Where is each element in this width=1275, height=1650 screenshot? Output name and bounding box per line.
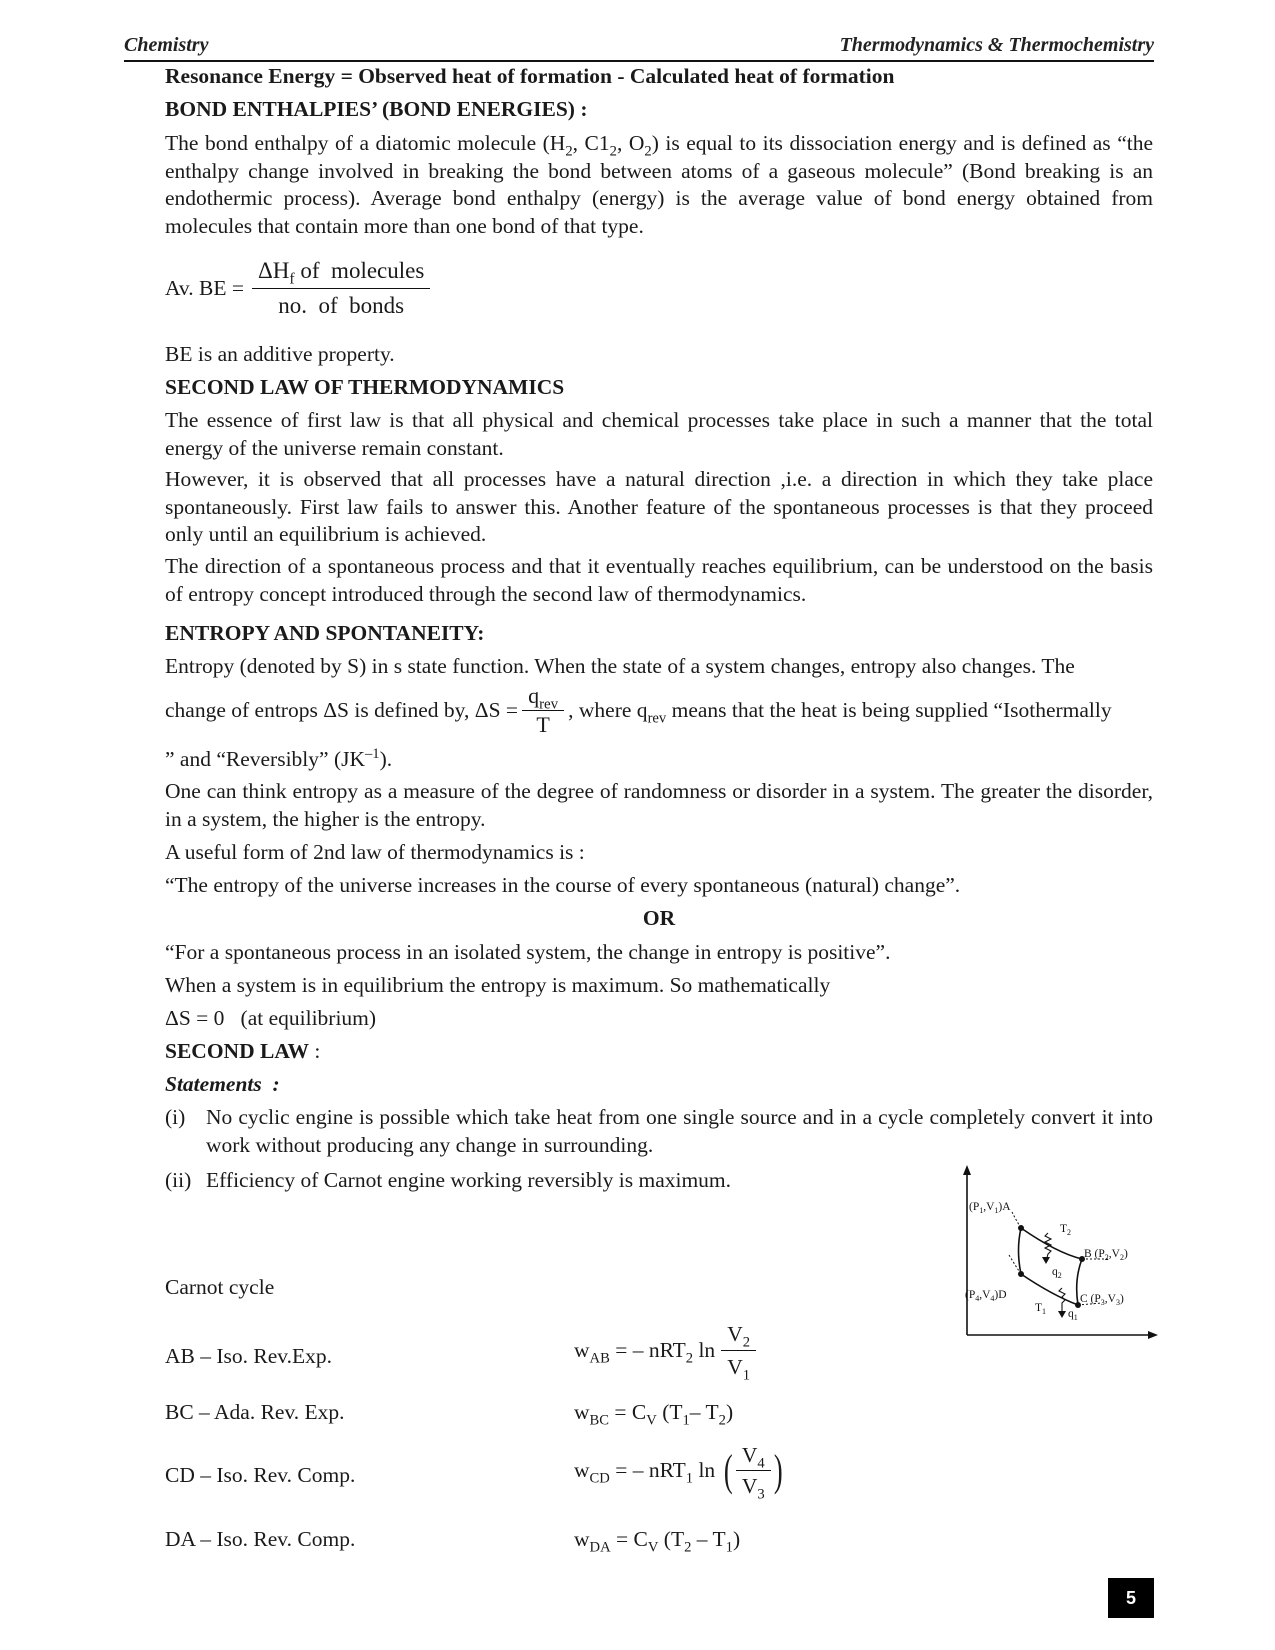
randomness-paragraph: One can think entropy as a measure of the degree of randomness or disorder in a system. The greater the disorder, in a system, the higher is the entropy. bbox=[165, 779, 1153, 831]
carnot-step-ab-work-equation: $w_{AB}$ = – nRT$_2$ ln $\frac{V_2}{V_1}$ bbox=[574, 1318, 756, 1383]
useful-form-line: A useful form of 2nd law of thermodynamics is : bbox=[165, 840, 585, 864]
carnot-step-bc-label: BC – Ada. Rev. Exp. bbox=[165, 1400, 345, 1424]
additive-property-note: BE is an additive property. bbox=[165, 342, 395, 366]
carnot-step-cd-work-equation: $w_{CD}$ = – nRT$_1$ ln ( $\frac{V_4}{V_3}$ ) bbox=[574, 1443, 783, 1503]
carnot-step-da-label: DA – Iso. Rev. Comp. bbox=[165, 1527, 356, 1551]
carnot-cycle-pv-diagram bbox=[962, 1165, 1162, 1340]
natural-direction-paragraph: However, it is observed that all processes have a natural direction ,i.e. a direction in which they take place spontaneously. First law fails to answer this. Another feature of the spontaneous processes is that they proceed only until an equilibrium is achieved. bbox=[165, 467, 1153, 546]
entropy-units-line: ” and “Reversibly” $(JK^{-1})$. bbox=[165, 745, 393, 771]
statements-label: Statements : bbox=[165, 1072, 280, 1096]
entropy-spontaneity-heading: ENTROPY AND SPONTANEITY: bbox=[165, 621, 485, 645]
svg-text:(P4,V4)D: $(P_4,V_4)D$ bbox=[965, 1289, 1007, 1303]
entropy-concept-paragraph: The direction of a spontaneous process and that it eventually reaches equilibrium, can be understood on the basis of entropy concept introduced through the second law of thermodynamics. bbox=[165, 554, 1153, 606]
carnot-step-ab-label: AB – Iso. Rev.Exp. bbox=[165, 1344, 333, 1368]
header-chapter: Thermodynamics & Thermochemistry bbox=[839, 34, 1154, 56]
equilibrium-line: When a system is in equilibrium the entropy is maximum. So mathematically bbox=[165, 973, 831, 997]
y-axis-arrow-icon bbox=[963, 1165, 971, 1175]
bond-enthalpies-heading: BOND ENTHALPIES’ (BOND ENERGIES) : bbox=[165, 97, 588, 121]
x-axis-arrow-icon bbox=[1148, 1331, 1158, 1339]
resonance-energy-line: Resonance Energy = Observed heat of formation - Calculated heat of formation bbox=[165, 64, 895, 88]
carnot-step-bc-work-equation: $w_{BC} = C_V$ ($T_1-$ $T_2$) bbox=[574, 1400, 734, 1429]
second-law-heading: SECOND LAW OF THERMODYNAMICS bbox=[165, 375, 565, 399]
entropy-universe-statement: “The entropy of the universe increases in the course of every spontaneous (natural) change”. bbox=[165, 873, 961, 897]
average-bond-energy-formula: Av. BE = $\frac{\Delta H_f of molecules}{\text{no. of bonds}}$ bbox=[165, 254, 430, 323]
entropy-definition-formula-line: change of entrops ΔS is defined by, ΔS = $\frac{q_{rev}}{T}$ , where $q_{rev}$ means that the heat is being supplied “Isothermally bbox=[165, 683, 1112, 737]
carnot-cycle-label: Carnot cycle bbox=[165, 1275, 275, 1299]
or-separator: OR bbox=[642, 906, 676, 930]
svg-text:(P1,V1)A: $(P_1,V_1)A$ bbox=[969, 1201, 1011, 1215]
svg-text:B (P2,V2): B $(P_2,V_2)$ bbox=[1084, 1248, 1128, 1262]
second-law-subheading: SECOND LAW : bbox=[165, 1039, 321, 1063]
svg-text:q1: $q_1$ bbox=[1068, 1308, 1078, 1322]
equilibrium-equation: ΔS = 0 (at equilibrium) bbox=[165, 1006, 377, 1030]
isolated-system-statement: “For a spontaneous process in an isolated system, the change in entropy is positive”. bbox=[165, 940, 891, 964]
statement-item-2: (ii) Efficiency of Carnot engine working reversibly is maximum. bbox=[165, 1168, 732, 1192]
page-number-badge: 5 bbox=[1108, 1578, 1154, 1618]
svg-text:q2: $q_2$ bbox=[1052, 1266, 1062, 1280]
carnot-step-da-work-equation: $w_{DA} = C_V$ $(T_2 - T_1)$ bbox=[574, 1527, 741, 1556]
bond-enthalpy-paragraph: The bond enthalpy of a diatomic molecule ($H_2$, $C1_2$, $O_2$) is equal to its dissociation energy and is defined as “the enthalpy change involved in breaking the bond between atoms of a gaseous molecule” (Bond breaking is an endothermic process). Average bond enthalpy (energy) is the average value of bond energy obtained from molecules that contain more than one bond of that type. bbox=[165, 131, 1153, 238]
statement-item-1: (i) No cyclic engine is possible which take heat from one single source and in a cycle completely convert it into work without producing any change in surrounding. bbox=[165, 1105, 1153, 1157]
svg-text:T2: $T_2$ bbox=[1060, 1223, 1072, 1237]
svg-text:C (P3,V3): C $(P_3,V_3)$ bbox=[1080, 1293, 1124, 1307]
header-subject: Chemistry bbox=[124, 34, 209, 56]
page-header bbox=[124, 30, 1154, 62]
carnot-step-cd-label: CD – Iso. Rev. Comp. bbox=[165, 1463, 356, 1487]
entropy-definition-line1: Entropy (denoted by S) in s state function. When the state of a system changes, entropy also changes. The bbox=[165, 654, 1075, 678]
svg-text:T1: $T_1$ bbox=[1035, 1302, 1047, 1316]
first-law-essence-paragraph: The essence of first law is that all physical and chemical processes take place in such a manner that the total energy of the universe remain constant. bbox=[165, 408, 1153, 460]
